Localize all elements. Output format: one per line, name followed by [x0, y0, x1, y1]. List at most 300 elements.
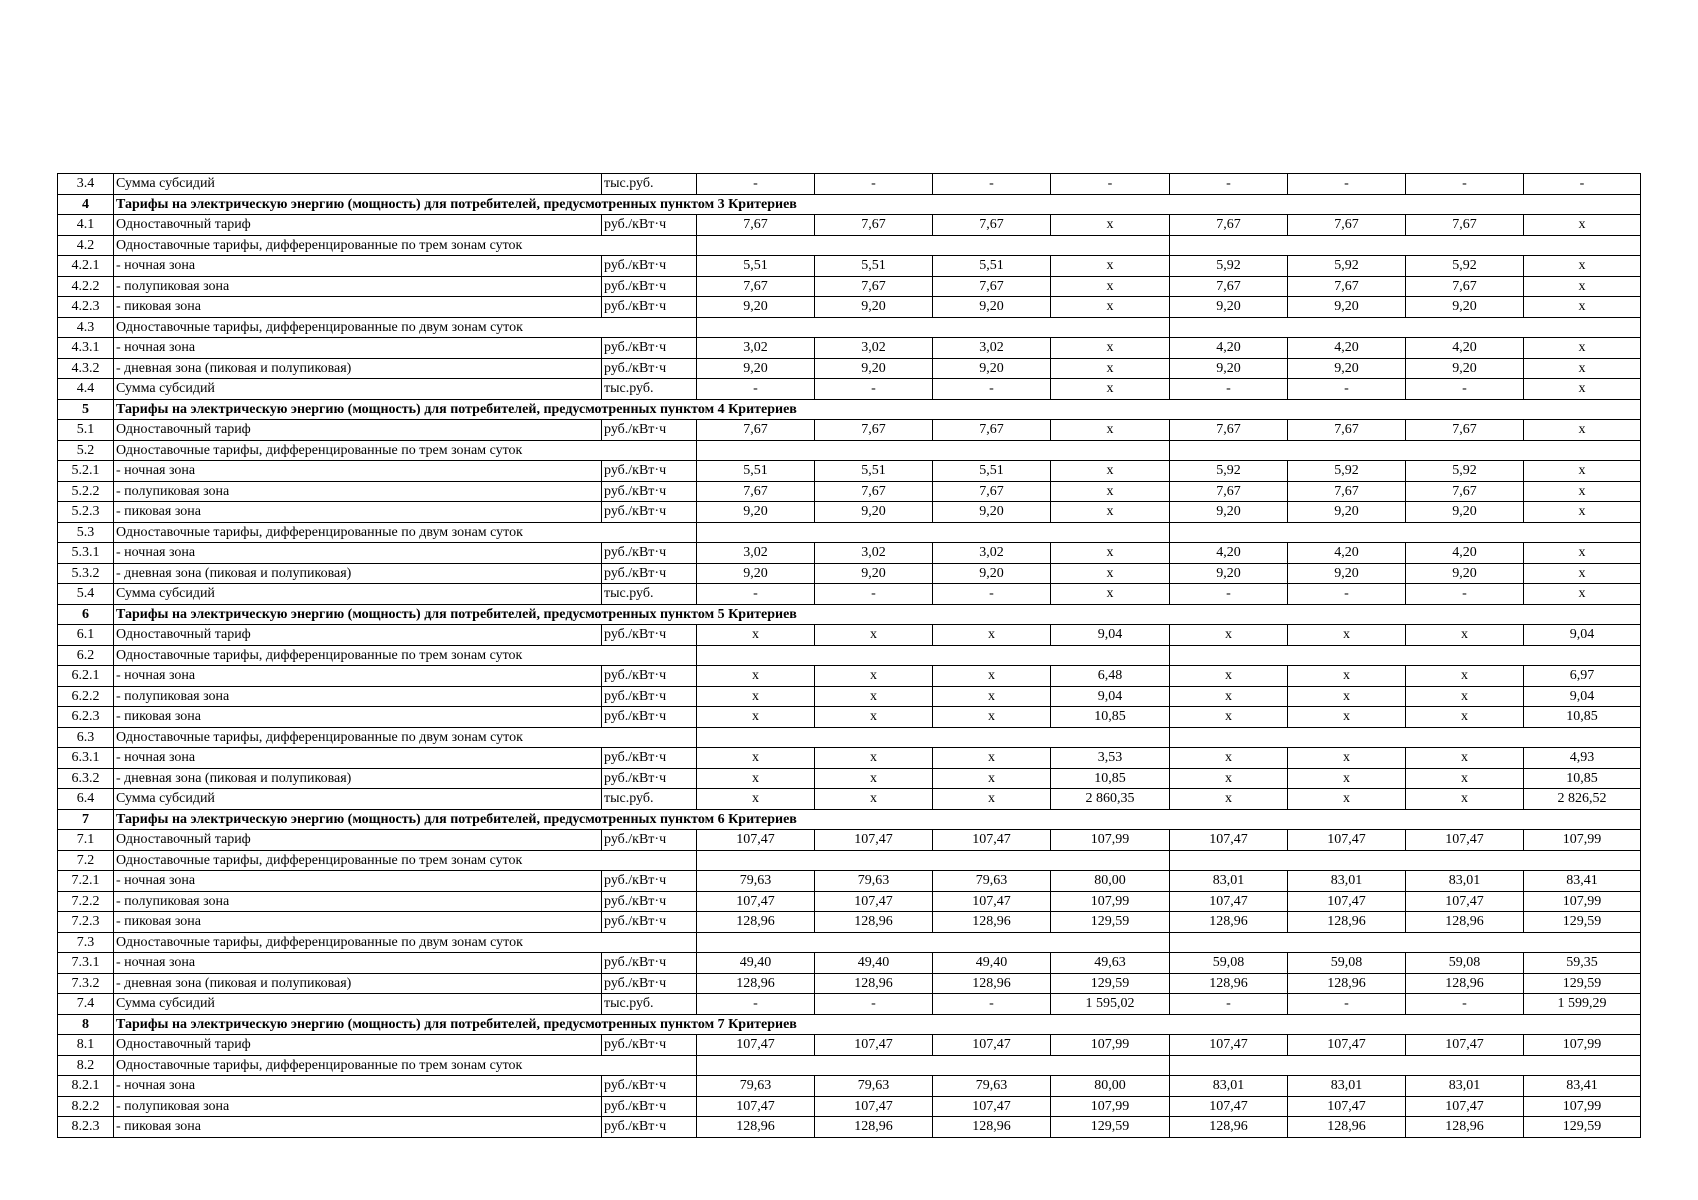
value-cell: 128,96 [697, 973, 815, 994]
group-blank-cell [1170, 522, 1641, 543]
value-cell: 107,47 [815, 830, 933, 851]
row-name: Одноставочный тариф [114, 420, 602, 441]
value-cell: 79,63 [933, 871, 1051, 892]
value-cell: 9,20 [1170, 563, 1288, 584]
value-cell: 3,53 [1051, 748, 1170, 769]
value-cell: 107,99 [1524, 830, 1641, 851]
value-cell: 4,20 [1170, 338, 1288, 359]
value-cell: - [1288, 379, 1406, 400]
table-row [58, 666, 1641, 687]
table-row [58, 502, 1641, 523]
group-number: 5.3 [58, 522, 114, 543]
value-cell: 59,35 [1524, 953, 1641, 974]
value-cell: 128,96 [1170, 973, 1288, 994]
value-cell: - [1406, 584, 1524, 605]
value-cell: х [815, 748, 933, 769]
row-name: - пиковая зона [114, 912, 602, 933]
row-name: Сумма субсидий [114, 584, 602, 605]
value-cell: - [1288, 994, 1406, 1015]
value-cell: 128,96 [1288, 912, 1406, 933]
value-cell: х [815, 666, 933, 687]
value-cell: х [933, 768, 1051, 789]
row-name: - ночная зона [114, 461, 602, 482]
row-unit: руб./кВт·ч [602, 891, 697, 912]
row-number: 4.3.1 [58, 338, 114, 359]
row-unit: руб./кВт·ч [602, 707, 697, 728]
value-cell: 5,51 [933, 461, 1051, 482]
value-cell: 7,67 [1288, 215, 1406, 236]
value-cell: х [1406, 768, 1524, 789]
group-title: Одноставочные тарифы, дифференцированные по трем зонам суток [114, 850, 697, 871]
section-number: 4 [58, 194, 114, 215]
group-blank-cell [697, 235, 1170, 256]
row-unit: руб./кВт·ч [602, 461, 697, 482]
value-cell: 7,67 [1406, 481, 1524, 502]
value-cell: 10,85 [1051, 768, 1170, 789]
value-cell: х [1406, 625, 1524, 646]
value-cell: 5,51 [815, 256, 933, 277]
value-cell: 107,99 [1051, 891, 1170, 912]
table-row [58, 297, 1641, 318]
group-header-row [58, 932, 1641, 953]
value-cell: 9,20 [933, 297, 1051, 318]
section-title: Тарифы на электрическую энергию (мощность) для потребителей, предусмотренных пунктом 5 Критериев [114, 604, 1641, 625]
row-unit: тыс.руб. [602, 789, 697, 810]
value-cell: 107,47 [815, 1096, 933, 1117]
value-cell: 7,67 [1406, 420, 1524, 441]
row-name: - ночная зона [114, 1076, 602, 1097]
value-cell: 9,20 [697, 563, 815, 584]
value-cell: 107,47 [933, 1035, 1051, 1056]
value-cell: 128,96 [1406, 973, 1524, 994]
value-cell: х [697, 748, 815, 769]
value-cell: х [1051, 256, 1170, 277]
value-cell: 107,47 [933, 1096, 1051, 1117]
row-number: 8.2.1 [58, 1076, 114, 1097]
value-cell: х [1406, 666, 1524, 687]
value-cell: 128,96 [815, 1117, 933, 1138]
value-cell: х [933, 666, 1051, 687]
group-blank-cell [1170, 850, 1641, 871]
group-title: Одноставочные тарифы, дифференцированные по трем зонам суток [114, 645, 697, 666]
value-cell: 7,67 [1170, 215, 1288, 236]
value-cell: 5,92 [1406, 256, 1524, 277]
value-cell: 128,96 [697, 1117, 815, 1138]
value-cell: 7,67 [933, 481, 1051, 502]
group-title: Одноставочные тарифы, дифференцированные по двум зонам суток [114, 932, 697, 953]
row-number: 5.1 [58, 420, 114, 441]
row-unit: руб./кВт·ч [602, 830, 697, 851]
row-number: 4.4 [58, 379, 114, 400]
row-number: 4.3.2 [58, 358, 114, 379]
value-cell: х [1051, 276, 1170, 297]
value-cell: 5,92 [1170, 256, 1288, 277]
value-cell: - [1170, 379, 1288, 400]
row-name: - полупиковая зона [114, 891, 602, 912]
value-cell: х [1524, 563, 1641, 584]
value-cell: 107,47 [1288, 1096, 1406, 1117]
value-cell: 7,67 [815, 276, 933, 297]
value-cell: 5,92 [1170, 461, 1288, 482]
value-cell: 3,02 [933, 338, 1051, 359]
value-cell: 83,01 [1288, 1076, 1406, 1097]
row-number: 6.2.2 [58, 686, 114, 707]
value-cell: х [1524, 461, 1641, 482]
value-cell: - [1406, 994, 1524, 1015]
value-cell: х [1524, 297, 1641, 318]
value-cell: 107,47 [933, 830, 1051, 851]
row-name: Одноставочный тариф [114, 1035, 602, 1056]
value-cell: 107,99 [1524, 1035, 1641, 1056]
group-blank-cell [1170, 440, 1641, 461]
value-cell: 5,92 [1288, 256, 1406, 277]
group-number: 8.2 [58, 1055, 114, 1076]
value-cell: 9,20 [1288, 297, 1406, 318]
row-unit: руб./кВт·ч [602, 871, 697, 892]
value-cell: 3,02 [697, 543, 815, 564]
value-cell: 49,63 [1051, 953, 1170, 974]
value-cell: х [815, 686, 933, 707]
value-cell: х [1524, 481, 1641, 502]
value-cell: х [1170, 748, 1288, 769]
row-number: 7.2.1 [58, 871, 114, 892]
value-cell: х [815, 707, 933, 728]
value-cell: х [1051, 297, 1170, 318]
row-unit: руб./кВт·ч [602, 1035, 697, 1056]
value-cell: 129,59 [1051, 912, 1170, 933]
row-number: 8.2.2 [58, 1096, 114, 1117]
group-number: 5.2 [58, 440, 114, 461]
group-blank-cell [697, 317, 1170, 338]
row-name: Одноставочный тариф [114, 625, 602, 646]
group-header-row [58, 235, 1641, 256]
value-cell: - [815, 174, 933, 195]
table-row [58, 174, 1641, 195]
value-cell: 107,99 [1524, 1096, 1641, 1117]
section-title: Тарифы на электрическую энергию (мощность) для потребителей, предусмотренных пунктом 4 Критериев [114, 399, 1641, 420]
value-cell: х [1051, 420, 1170, 441]
value-cell: 10,85 [1524, 707, 1641, 728]
table-row [58, 686, 1641, 707]
table-row [58, 1117, 1641, 1138]
value-cell: 128,96 [815, 912, 933, 933]
section-title: Тарифы на электрическую энергию (мощность) для потребителей, предусмотренных пунктом 7 Критериев [114, 1014, 1641, 1035]
value-cell: 79,63 [697, 1076, 815, 1097]
value-cell: х [933, 707, 1051, 728]
value-cell: 107,47 [697, 830, 815, 851]
row-name: Сумма субсидий [114, 789, 602, 810]
value-cell: - [1170, 174, 1288, 195]
value-cell: х [697, 789, 815, 810]
table-row [58, 891, 1641, 912]
row-name: - ночная зона [114, 666, 602, 687]
section-title: Тарифы на электрическую энергию (мощность) для потребителей, предусмотренных пунктом 3 Критериев [114, 194, 1641, 215]
value-cell: х [1051, 358, 1170, 379]
value-cell: 9,20 [1170, 358, 1288, 379]
value-cell: 129,59 [1524, 912, 1641, 933]
value-cell: 59,08 [1170, 953, 1288, 974]
group-number: 4.2 [58, 235, 114, 256]
value-cell: х [1524, 584, 1641, 605]
value-cell: х [1406, 789, 1524, 810]
row-unit: руб./кВт·ч [602, 953, 697, 974]
value-cell: 107,47 [1170, 891, 1288, 912]
value-cell: х [1288, 686, 1406, 707]
group-title: Одноставочные тарифы, дифференцированные по двум зонам суток [114, 317, 697, 338]
value-cell: х [1524, 379, 1641, 400]
row-name: - полупиковая зона [114, 481, 602, 502]
value-cell: 9,20 [815, 358, 933, 379]
value-cell: - [933, 174, 1051, 195]
value-cell: х [1051, 502, 1170, 523]
value-cell: х [1170, 789, 1288, 810]
value-cell: 49,40 [697, 953, 815, 974]
section-number: 6 [58, 604, 114, 625]
row-number: 8.1 [58, 1035, 114, 1056]
table-row [58, 1035, 1641, 1056]
row-name: - пиковая зона [114, 502, 602, 523]
table-row [58, 563, 1641, 584]
value-cell: 79,63 [815, 1076, 933, 1097]
value-cell: х [1524, 215, 1641, 236]
row-name: - дневная зона (пиковая и полупиковая) [114, 973, 602, 994]
row-unit: руб./кВт·ч [602, 768, 697, 789]
value-cell: х [1051, 379, 1170, 400]
value-cell: 7,67 [1170, 481, 1288, 502]
value-cell: 128,96 [1288, 973, 1406, 994]
value-cell: 128,96 [1170, 912, 1288, 933]
value-cell: 9,20 [697, 502, 815, 523]
row-unit: тыс.руб. [602, 174, 697, 195]
row-number: 4.1 [58, 215, 114, 236]
value-cell: 128,96 [1170, 1117, 1288, 1138]
table-row [58, 748, 1641, 769]
value-cell: 128,96 [815, 973, 933, 994]
value-cell: 83,01 [1170, 1076, 1288, 1097]
row-number: 5.2.2 [58, 481, 114, 502]
value-cell: 107,99 [1051, 1035, 1170, 1056]
group-header-row [58, 645, 1641, 666]
row-name: Сумма субсидий [114, 994, 602, 1015]
value-cell: 3,02 [815, 543, 933, 564]
row-unit: руб./кВт·ч [602, 481, 697, 502]
group-blank-cell [1170, 645, 1641, 666]
value-cell: 107,47 [1406, 1096, 1524, 1117]
value-cell: 107,47 [1170, 830, 1288, 851]
value-cell: - [1288, 174, 1406, 195]
value-cell: 128,96 [933, 973, 1051, 994]
value-cell: 5,92 [1406, 461, 1524, 482]
value-cell: х [1051, 543, 1170, 564]
group-blank-cell [697, 727, 1170, 748]
value-cell: х [1524, 256, 1641, 277]
value-cell: 107,47 [1170, 1035, 1288, 1056]
value-cell: х [1524, 420, 1641, 441]
value-cell: 128,96 [697, 912, 815, 933]
value-cell: 7,67 [1288, 276, 1406, 297]
group-blank-cell [1170, 1055, 1641, 1076]
value-cell: 79,63 [697, 871, 815, 892]
value-cell: - [815, 584, 933, 605]
value-cell: х [1170, 686, 1288, 707]
row-number: 7.1 [58, 830, 114, 851]
value-cell: 7,67 [697, 481, 815, 502]
group-blank-cell [697, 522, 1170, 543]
row-number: 6.1 [58, 625, 114, 646]
value-cell: 9,04 [1524, 686, 1641, 707]
row-name: - ночная зона [114, 871, 602, 892]
section-number: 8 [58, 1014, 114, 1035]
row-name: - пиковая зона [114, 707, 602, 728]
row-number: 4.2.1 [58, 256, 114, 277]
row-number: 3.4 [58, 174, 114, 195]
row-name: Одноставочный тариф [114, 830, 602, 851]
value-cell: 5,51 [697, 461, 815, 482]
value-cell: 59,08 [1406, 953, 1524, 974]
value-cell: 9,04 [1051, 625, 1170, 646]
table-row [58, 1076, 1641, 1097]
value-cell: 83,41 [1524, 1076, 1641, 1097]
table-row [58, 625, 1641, 646]
row-number: 8.2.3 [58, 1117, 114, 1138]
value-cell: - [933, 379, 1051, 400]
value-cell: 9,04 [1051, 686, 1170, 707]
tariff-table [57, 173, 1641, 1138]
value-cell: 128,96 [933, 1117, 1051, 1138]
value-cell: 128,96 [933, 912, 1051, 933]
value-cell: 9,20 [933, 358, 1051, 379]
table-row [58, 584, 1641, 605]
table-row [58, 953, 1641, 974]
value-cell: 9,04 [1524, 625, 1641, 646]
table-row [58, 768, 1641, 789]
value-cell: 7,67 [933, 420, 1051, 441]
value-cell: х [933, 789, 1051, 810]
value-cell: 10,85 [1051, 707, 1170, 728]
value-cell: 129,59 [1051, 1117, 1170, 1138]
value-cell: 2 826,52 [1524, 789, 1641, 810]
row-unit: руб./кВт·ч [602, 1096, 697, 1117]
value-cell: 107,47 [1288, 891, 1406, 912]
row-name: - ночная зона [114, 338, 602, 359]
value-cell: 80,00 [1051, 871, 1170, 892]
row-number: 7.3.2 [58, 973, 114, 994]
table-row [58, 358, 1641, 379]
table-row [58, 461, 1641, 482]
value-cell: х [1051, 338, 1170, 359]
row-name: - ночная зона [114, 748, 602, 769]
value-cell: 107,47 [1406, 891, 1524, 912]
value-cell: 3,02 [933, 543, 1051, 564]
value-cell: 129,59 [1524, 973, 1641, 994]
value-cell: 4,20 [1406, 543, 1524, 564]
value-cell: - [697, 379, 815, 400]
row-number: 6.3.2 [58, 768, 114, 789]
value-cell: х [1288, 789, 1406, 810]
group-header-row [58, 727, 1641, 748]
row-unit: руб./кВт·ч [602, 502, 697, 523]
row-name: Сумма субсидий [114, 174, 602, 195]
row-name: - ночная зона [114, 256, 602, 277]
value-cell: 7,67 [697, 215, 815, 236]
value-cell: - [1524, 174, 1641, 195]
section-number: 5 [58, 399, 114, 420]
row-name: Сумма субсидий [114, 379, 602, 400]
value-cell: 107,47 [1288, 830, 1406, 851]
value-cell: 59,08 [1288, 953, 1406, 974]
table-row [58, 338, 1641, 359]
group-title: Одноставочные тарифы, дифференцированные по трем зонам суток [114, 1055, 697, 1076]
value-cell: 5,92 [1288, 461, 1406, 482]
row-unit: руб./кВт·ч [602, 748, 697, 769]
value-cell: х [815, 768, 933, 789]
value-cell: - [697, 584, 815, 605]
table-row [58, 256, 1641, 277]
row-unit: тыс.руб. [602, 994, 697, 1015]
table-row [58, 973, 1641, 994]
group-number: 6.2 [58, 645, 114, 666]
value-cell: х [1051, 584, 1170, 605]
row-name: - пиковая зона [114, 1117, 602, 1138]
value-cell: - [1170, 584, 1288, 605]
value-cell: 9,20 [933, 563, 1051, 584]
section-header-row [58, 604, 1641, 625]
value-cell: 107,47 [1406, 1035, 1524, 1056]
row-unit: руб./кВт·ч [602, 338, 697, 359]
value-cell: 5,51 [697, 256, 815, 277]
row-name: - ночная зона [114, 953, 602, 974]
value-cell: х [1170, 768, 1288, 789]
group-blank-cell [697, 440, 1170, 461]
value-cell: 9,20 [1288, 502, 1406, 523]
table-row [58, 420, 1641, 441]
value-cell: 6,97 [1524, 666, 1641, 687]
row-unit: руб./кВт·ч [602, 563, 697, 584]
value-cell: 107,99 [1524, 891, 1641, 912]
group-number: 7.3 [58, 932, 114, 953]
group-blank-cell [697, 1055, 1170, 1076]
value-cell: х [1051, 481, 1170, 502]
value-cell: 9,20 [1170, 297, 1288, 318]
value-cell: 107,47 [697, 1096, 815, 1117]
value-cell: х [1170, 707, 1288, 728]
table-row [58, 1096, 1641, 1117]
value-cell: 7,67 [815, 420, 933, 441]
value-cell: 9,20 [1406, 358, 1524, 379]
value-cell: х [697, 768, 815, 789]
value-cell: 107,47 [697, 1035, 815, 1056]
value-cell: 7,67 [1288, 481, 1406, 502]
row-unit: руб./кВт·ч [602, 686, 697, 707]
value-cell: 9,20 [1288, 563, 1406, 584]
value-cell: 49,40 [933, 953, 1051, 974]
row-name: - полупиковая зона [114, 686, 602, 707]
table-row [58, 379, 1641, 400]
value-cell: - [697, 174, 815, 195]
value-cell: 9,20 [1406, 297, 1524, 318]
row-number: 5.3.1 [58, 543, 114, 564]
value-cell: 7,67 [933, 215, 1051, 236]
value-cell: - [815, 994, 933, 1015]
group-number: 6.3 [58, 727, 114, 748]
table-row [58, 994, 1641, 1015]
value-cell: - [1288, 584, 1406, 605]
value-cell: - [1051, 174, 1170, 195]
section-header-row [58, 399, 1641, 420]
row-unit: тыс.руб. [602, 584, 697, 605]
group-blank-cell [1170, 235, 1641, 256]
row-number: 5.4 [58, 584, 114, 605]
